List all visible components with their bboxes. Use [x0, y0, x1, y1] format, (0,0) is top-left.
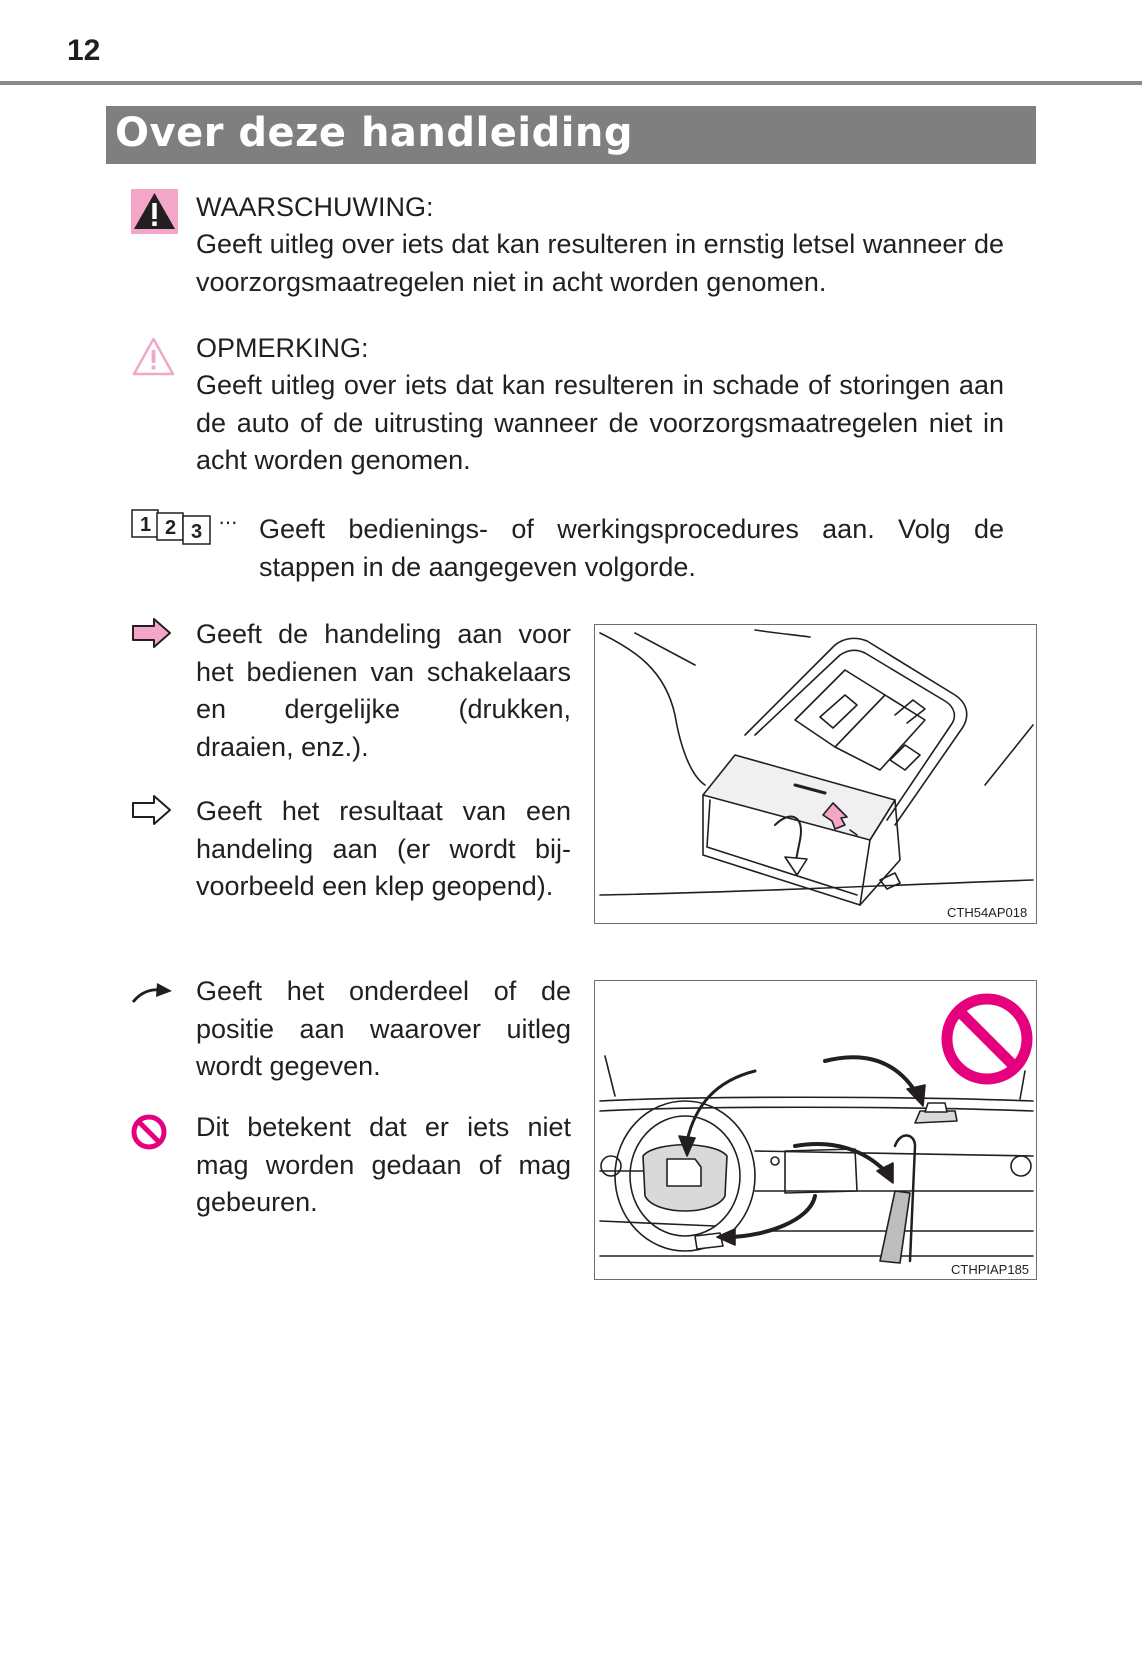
pointer-arrow-icon [131, 980, 173, 1006]
warning-label: WAARSCHUWING: [196, 192, 434, 222]
section-title: Over deze handleiding [115, 110, 634, 156]
dashboard-figure-code: CTHPIAP185 [951, 1262, 1030, 1277]
steps-text: Geeft bedienings- of werkingsprocedures aan. Volg de stappen in de aangegeven volgorde. [259, 514, 1004, 582]
notice-text: Geeft uitleg over iets dat kan resulteren in schade of storingen aan de auto of de uitrusting wanneer de voorzorgsmaatregelen niet in acht worden genomen. [196, 370, 1004, 475]
warning-icon [131, 189, 178, 234]
pointer-text: Geeft het onderdeel of de positie aan waarover uitleg wordt gegeven. [196, 976, 571, 1081]
step-digit-1: 1 [140, 514, 152, 536]
step-digit-2: 2 [165, 517, 177, 539]
result-text: Geeft het resultaat van een handeling aan (er wordt bijvoorbeeld een klep geopend). [196, 796, 571, 901]
warning-text: Geeft uitleg over iets dat kan resulteren in ernstig letsel wanneer de voorzorgsmaatregelen niet in acht worden genomen. [196, 229, 1004, 297]
notice-icon [131, 336, 176, 378]
result-arrow-icon [131, 794, 172, 826]
dashboard-illustration [594, 980, 1037, 1280]
header-rule [0, 81, 1142, 85]
action-arrow-icon [131, 617, 172, 649]
action-text: Geeft de handeling aan voor het bedienen van schakelaars en dergelijke (drukken, draaien, enz.). [196, 619, 571, 762]
page-number: 12 [67, 34, 101, 67]
step-number-icon [131, 508, 217, 546]
console-figure-code: CTH54AP018 [947, 905, 1028, 920]
notice-label: OPMERKING: [196, 333, 369, 363]
prohibited-icon [131, 1114, 167, 1150]
console-illustration [594, 624, 1037, 924]
steps-ellipsis: ··· [218, 509, 237, 534]
step-digit-3: 3 [191, 521, 203, 543]
prohibited-text: Dit betekent dat er iets niet mag worden gedaan of mag gebeuren. [196, 1112, 571, 1217]
